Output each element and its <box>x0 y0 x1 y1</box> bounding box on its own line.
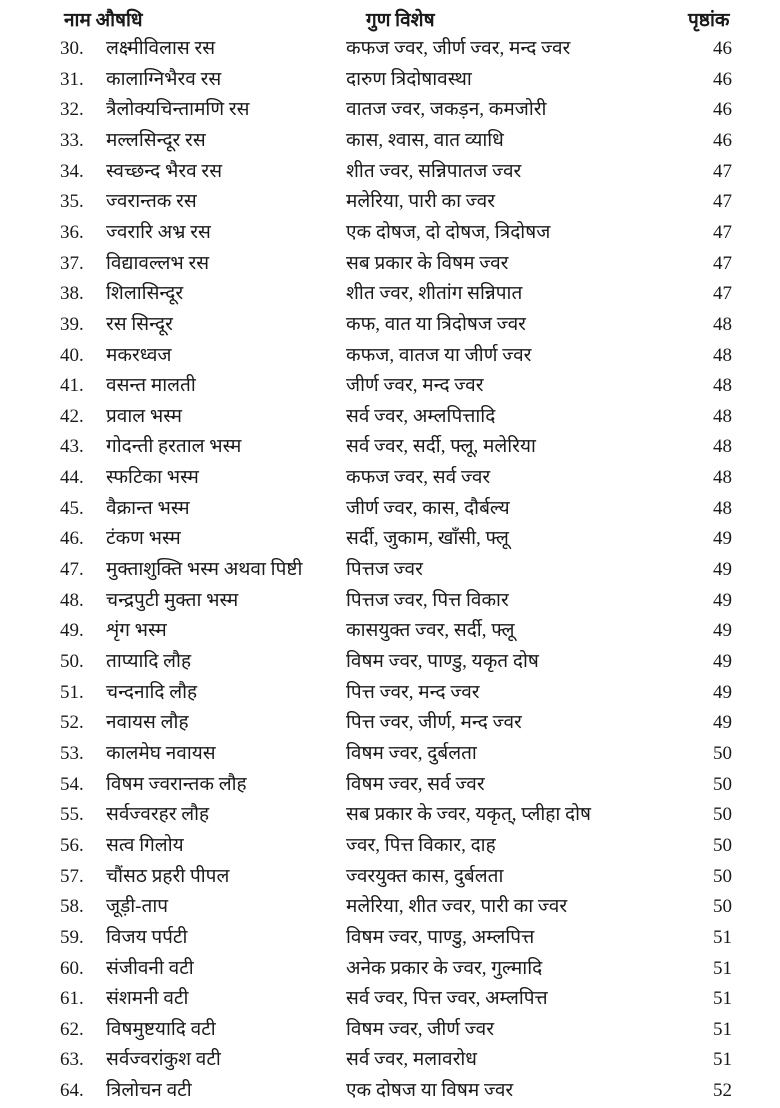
page-number: 49 <box>713 712 732 734</box>
row-number: 40. <box>60 344 84 366</box>
medicine-property: कास, श्वास, वात व्याधि <box>346 129 504 151</box>
row-number: 61. <box>60 988 84 1010</box>
medicine-property: मलेरिया, पारी का ज्वर <box>346 191 495 213</box>
row-number: 39. <box>60 313 84 335</box>
medicine-name: प्रवाल भस्म <box>106 405 183 427</box>
page-number: 49 <box>713 589 732 611</box>
medicine-name: ज्वरान्तक रस <box>106 191 197 213</box>
medicine-name: त्रिलोचन वटी <box>106 1080 192 1102</box>
medicine-property: शीत ज्वर, सन्निपातज ज्वर <box>346 160 522 182</box>
page-number: 51 <box>713 957 732 979</box>
row-number: 59. <box>60 926 84 948</box>
medicine-property: सर्दी, जुकाम, खाँसी, फ्लू <box>346 528 509 550</box>
row-number: 63. <box>60 1049 84 1071</box>
page-number: 50 <box>713 896 732 918</box>
list-row <box>0 678 780 708</box>
list-row <box>0 831 780 861</box>
list-row <box>0 279 780 309</box>
medicine-property: सर्व ज्वर, सर्दी, फ्लू, मलेरिया <box>346 436 536 458</box>
row-number: 31. <box>60 68 84 90</box>
list-row <box>0 524 780 554</box>
medicine-property: पित्तज ज्वर, पित्त विकार <box>346 589 509 611</box>
row-number: 53. <box>60 742 84 764</box>
medicine-name: वसन्त मालती <box>106 375 196 397</box>
list-row <box>0 800 780 830</box>
page-number: 46 <box>713 129 732 151</box>
medicine-property: अनेक प्रकार के ज्वर, गुल्मादि <box>346 957 543 979</box>
medicine-name: लक्ष्मीविलास रस <box>106 38 216 59</box>
row-number: 58. <box>60 896 84 918</box>
row-number: 35. <box>60 191 84 213</box>
medicine-name: स्वच्छन्द भैरव रस <box>106 160 223 182</box>
list-row <box>0 984 780 1014</box>
list-row <box>0 34 780 64</box>
list-row <box>0 923 780 953</box>
medicine-name: जूड़ी-ताप <box>106 896 169 918</box>
page-number: 51 <box>713 1049 732 1071</box>
list-row <box>0 95 780 125</box>
medicine-property: सर्व ज्वर, पित्त ज्वर, अम्लपित्त <box>346 988 548 1010</box>
list-row <box>0 708 780 738</box>
medicine-property: विषम ज्वर, दुर्बलता <box>346 742 477 764</box>
medicine-name: कालमेघ नवायस <box>106 742 216 764</box>
medicine-property: विषम ज्वर, जीर्ण ज्वर <box>346 1018 494 1040</box>
row-number: 38. <box>60 283 84 305</box>
page-number: 49 <box>713 528 732 550</box>
medicine-property: एक दोषज या विषम ज्वर <box>346 1080 514 1102</box>
medicine-property: विषम ज्वर, पाण्डु, अम्लपित्त <box>346 926 535 948</box>
page-number: 48 <box>713 375 732 397</box>
medicine-name: चन्द्रपुटी मुक्ता भस्म <box>106 589 239 611</box>
medicine-name: विषम ज्वरान्तक लौह <box>106 773 247 795</box>
medicine-name: रस सिन्दूर <box>106 313 173 335</box>
medicine-property: पित्त ज्वर, जीर्ण, मन्द ज्वर <box>346 712 522 734</box>
medicine-property: सब प्रकार के विषम ज्वर <box>346 252 509 274</box>
medicine-name: विजय पर्पटी <box>106 926 188 948</box>
list-row <box>0 1015 780 1045</box>
medicine-property: सर्व ज्वर, अम्लपित्तादि <box>346 405 496 427</box>
medicine-property: वातज ज्वर, जकड़न, कमजोरी <box>346 99 547 121</box>
list-row <box>0 555 780 585</box>
medicine-name: नवायस लौह <box>106 712 189 734</box>
medicine-name: मुक्ताशुक्ति भस्म अथवा पिष्टी <box>106 559 303 581</box>
row-number: 47. <box>60 559 84 581</box>
medicine-property: एक दोषज, दो दोषज, त्रिदोषज <box>346 221 551 243</box>
row-number: 34. <box>60 160 84 182</box>
medicine-property: दारुण त्रिदोषावस्था <box>346 68 472 90</box>
row-number: 33. <box>60 129 84 151</box>
medicine-name: शिलासिन्दूर <box>106 283 184 305</box>
page-number: 49 <box>713 620 732 642</box>
page-number: 50 <box>713 742 732 764</box>
list-row <box>0 463 780 493</box>
medicine-property: ज्वरयुक्त कास, दुर्बलता <box>346 865 504 887</box>
medicine-property: कफज ज्वर, जीर्ण ज्वर, मन्द ज्वर <box>346 38 571 59</box>
page-number: 52 <box>713 1080 732 1102</box>
list-row <box>0 892 780 922</box>
row-number: 49. <box>60 620 84 642</box>
row-number: 32. <box>60 99 84 121</box>
medicine-property: सब प्रकार के ज्वर, यकृत्, प्लीहा दोष <box>346 804 592 826</box>
list-row <box>0 310 780 340</box>
row-number: 54. <box>60 773 84 795</box>
page-number: 47 <box>713 160 732 182</box>
page-number: 47 <box>713 252 732 274</box>
medicine-property: पित्त ज्वर, मन्द ज्वर <box>346 681 480 703</box>
medicine-name: संशमनी वटी <box>106 988 189 1010</box>
medicine-property: कफ, वात या त्रिदोषज ज्वर <box>346 313 526 335</box>
list-row <box>0 616 780 646</box>
page-number: 49 <box>713 681 732 703</box>
medicine-name: चन्दनादि लौह <box>106 681 198 703</box>
medicine-name: मकरध्वज <box>106 344 172 366</box>
medicine-property: सर्व ज्वर, मलावरोध <box>346 1049 477 1071</box>
page-number: 48 <box>713 497 732 519</box>
medicine-property: मलेरिया, शीत ज्वर, पारी का ज्वर <box>346 896 568 918</box>
list-row <box>0 954 780 984</box>
medicine-name: सर्वज्वरांकुश वटी <box>106 1049 221 1071</box>
row-number: 46. <box>60 528 84 550</box>
medicine-name: मल्लसिन्दूर रस <box>106 129 206 151</box>
medicine-property: विषम ज्वर, पाण्डु, यकृत दोष <box>346 651 539 672</box>
row-number: 30. <box>60 38 84 59</box>
page-number: 48 <box>713 436 732 458</box>
medicine-name: ज्वरारि अभ्र रस <box>106 221 211 243</box>
list-row <box>0 1045 780 1075</box>
row-number: 64. <box>60 1080 84 1102</box>
row-number: 48. <box>60 589 84 611</box>
page-number: 47 <box>713 191 732 213</box>
list-row <box>0 647 780 677</box>
list-row <box>0 218 780 248</box>
page-number: 47 <box>713 283 732 305</box>
medicine-property: जीर्ण ज्वर, मन्द ज्वर <box>346 375 484 397</box>
list-row <box>0 249 780 279</box>
page-number: 50 <box>713 773 732 795</box>
row-number: 51. <box>60 681 84 703</box>
medicine-property: कफज ज्वर, सर्व ज्वर <box>346 467 491 489</box>
row-number: 44. <box>60 467 84 489</box>
medicine-property: शीत ज्वर, शीतांग सन्निपात <box>346 283 523 305</box>
medicine-name: विद्यावल्लभ रस <box>106 252 210 274</box>
medicine-property: विषम ज्वर, सर्व ज्वर <box>346 773 485 795</box>
page-number: 47 <box>713 221 732 243</box>
column-header-name: नाम औषधि <box>64 10 143 31</box>
medicine-property: ज्वर, पित्त विकार, दाह <box>346 834 496 856</box>
row-number: 41. <box>60 375 84 397</box>
medicine-name: विषमुष्टयादि वटी <box>106 1018 216 1040</box>
medicine-name: ताप्यादि लौह <box>106 651 192 672</box>
row-number: 43. <box>60 436 84 458</box>
medicine-name: त्रैलोक्यचिन्तामणि रस <box>106 99 250 121</box>
list-row <box>0 187 780 217</box>
list-row <box>0 157 780 187</box>
list-row <box>0 862 780 892</box>
row-number: 37. <box>60 252 84 274</box>
row-number: 56. <box>60 834 84 856</box>
page-number: 46 <box>713 68 732 90</box>
page-number: 48 <box>713 467 732 489</box>
page-number: 48 <box>713 344 732 366</box>
row-number: 52. <box>60 712 84 734</box>
page-number: 51 <box>713 926 732 948</box>
medicine-name: सत्व गिलोय <box>106 834 184 856</box>
row-number: 42. <box>60 405 84 427</box>
medicine-property: पित्तज ज्वर <box>346 559 423 581</box>
list-row <box>0 126 780 156</box>
row-number: 57. <box>60 865 84 887</box>
medicine-name: संजीवनी वटी <box>106 957 194 979</box>
row-number: 55. <box>60 804 84 826</box>
list-row <box>0 371 780 401</box>
list-row <box>0 494 780 524</box>
page-number: 46 <box>713 38 732 59</box>
medicine-property: कासयुक्त ज्वर, सर्दी, फ्लू <box>346 620 515 642</box>
medicine-name: चौंसठ प्रहरी पीपल <box>106 865 230 887</box>
row-number: 36. <box>60 221 84 243</box>
list-row <box>0 402 780 432</box>
column-header-page: पृष्ठांक <box>688 10 730 31</box>
medicine-name: टंकण भस्म <box>106 528 181 550</box>
medicine-name: स्फटिका भस्म <box>106 467 199 489</box>
page-number: 49 <box>713 651 732 672</box>
list-row <box>0 432 780 462</box>
page-number: 51 <box>713 988 732 1010</box>
medicine-name: कालाग्निभैरव रस <box>106 68 222 90</box>
list-row <box>0 586 780 616</box>
page-number: 51 <box>713 1018 732 1040</box>
list-row <box>0 770 780 800</box>
column-header-property: गुण विशेष <box>366 10 435 31</box>
medicine-name: सर्वज्वरहर लौह <box>106 804 210 826</box>
row-number: 62. <box>60 1018 84 1040</box>
page-number: 50 <box>713 865 732 887</box>
medicine-name: गोदन्ती हरताल भस्म <box>106 436 242 458</box>
page-number: 48 <box>713 313 732 335</box>
medicine-property: जीर्ण ज्वर, कास, दौर्बल्य <box>346 497 510 519</box>
list-row <box>0 739 780 769</box>
list-row <box>0 1076 780 1106</box>
page-number: 49 <box>713 559 732 581</box>
medicine-property: कफज, वातज या जीर्ण ज्वर <box>346 344 532 366</box>
medicine-name: वैक्रान्त भस्म <box>106 497 190 519</box>
page-number: 50 <box>713 834 732 856</box>
list-row <box>0 65 780 95</box>
medicine-name: शृंग भस्म <box>106 620 167 642</box>
row-number: 50. <box>60 651 84 672</box>
page-number: 46 <box>713 99 732 121</box>
page-number: 50 <box>713 804 732 826</box>
page-number: 48 <box>713 405 732 427</box>
row-number: 45. <box>60 497 84 519</box>
row-number: 60. <box>60 957 84 979</box>
list-row <box>0 341 780 371</box>
